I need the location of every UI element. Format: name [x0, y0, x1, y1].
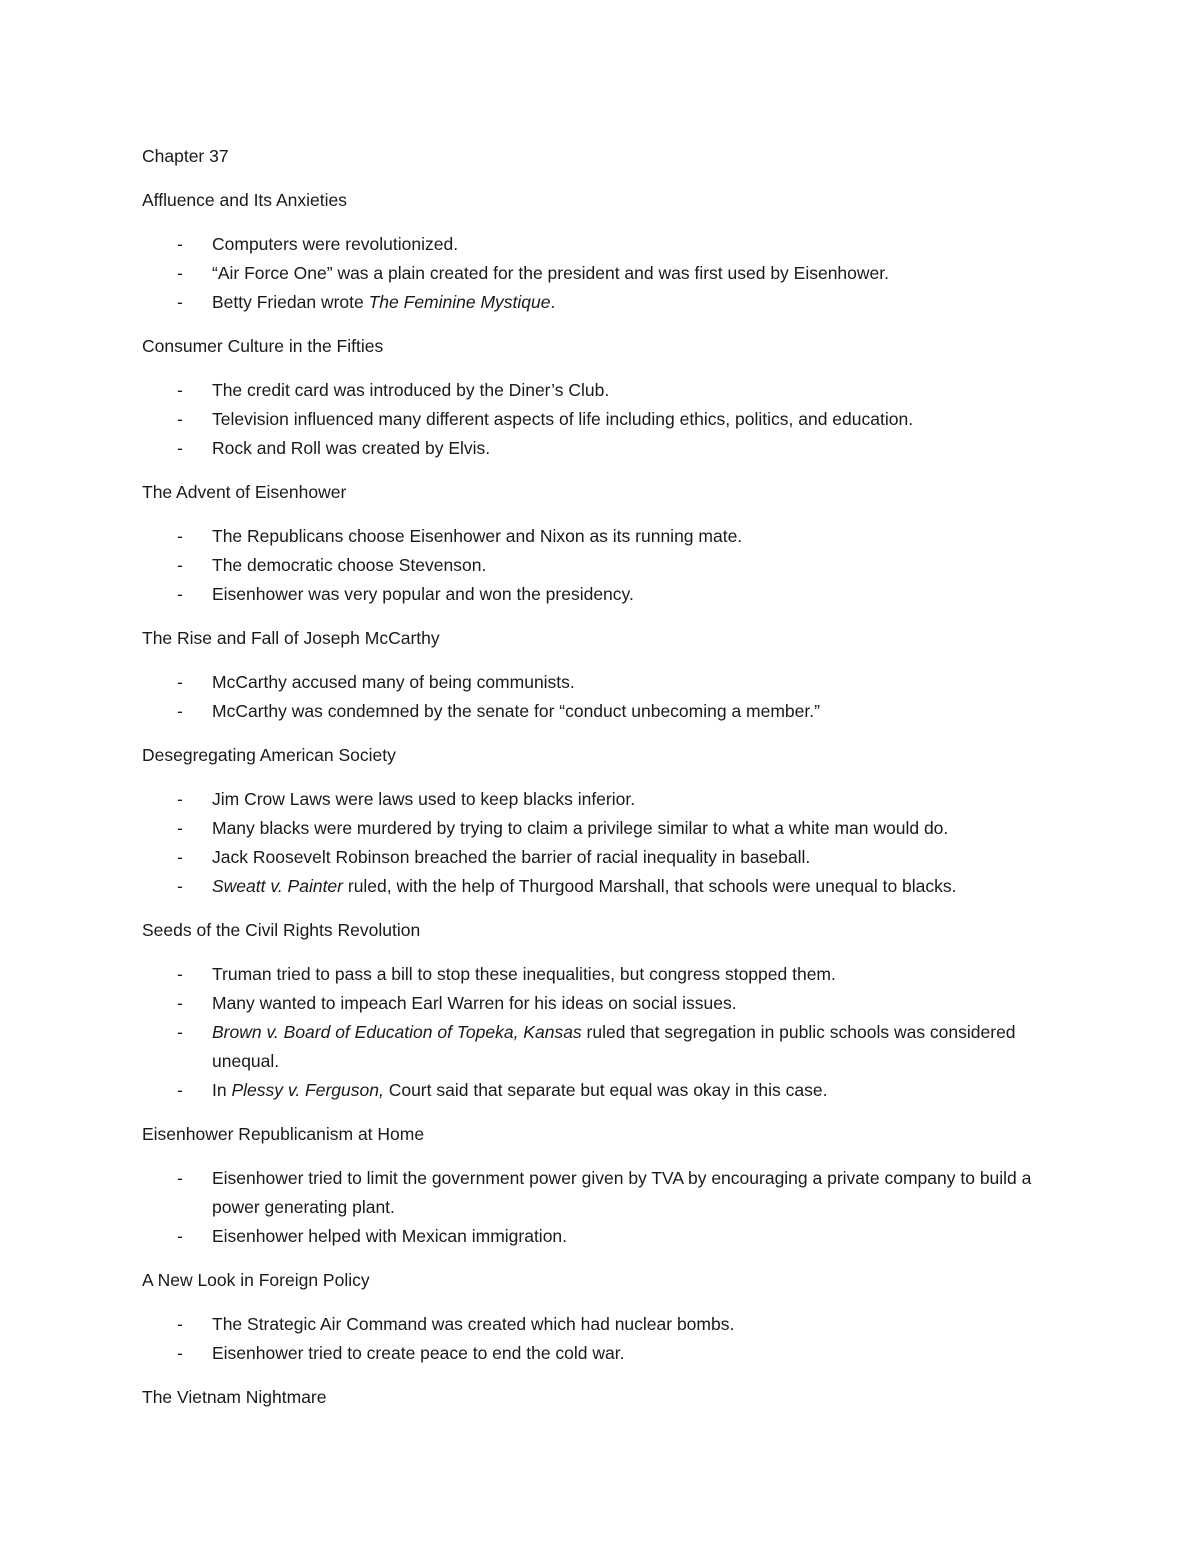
list-item [142, 960, 1072, 989]
list-item [142, 551, 1072, 580]
text-run: Betty Friedan wrote [212, 292, 369, 312]
italic-text: Plessy v. Ferguson, [231, 1080, 384, 1100]
section-heading: The Advent of Eisenhower [142, 482, 347, 502]
list-item [142, 668, 1072, 697]
list-item [142, 872, 1072, 901]
italic-text: Brown v. Board of Education of Topeka, Kansas [212, 1022, 582, 1042]
section-heading: The Vietnam Nightmare [142, 1387, 327, 1407]
text-run: The credit card was introduced by the Diner’s Club. [212, 380, 610, 400]
bullet-dash: - [177, 964, 183, 984]
bullet-dash: - [177, 672, 183, 692]
text-run: The democratic choose Stevenson. [212, 555, 487, 575]
bullet-dash: - [177, 789, 183, 809]
bullet-list [142, 376, 1072, 463]
list-item [142, 259, 1072, 288]
text-run: Many wanted to impeach Earl Warren for his ideas on social issues. [212, 993, 737, 1013]
bullet-list [142, 668, 1072, 726]
list-item [142, 580, 1072, 609]
list-item [142, 522, 1072, 551]
section-heading: Consumer Culture in the Fifties [142, 336, 384, 356]
text-run: Television influenced many different aspects of life including ethics, politics, and education. [212, 409, 914, 429]
list-item [142, 1310, 1072, 1339]
text-run: ruled, with the help of Thurgood Marshall, that schools were unequal to blacks. [343, 876, 957, 896]
list-item [142, 376, 1072, 405]
section-heading: Eisenhower Republicanism at Home [142, 1124, 425, 1144]
text-run: Jack Roosevelt Robinson breached the barrier of racial inequality in baseball. [212, 847, 811, 867]
bullet-list [142, 522, 1072, 609]
text-run: . [550, 292, 556, 312]
list-item [142, 989, 1072, 1018]
bullet-list [142, 230, 1072, 317]
list-item [142, 843, 1072, 872]
list-item [142, 405, 1072, 434]
bullet-dash: - [177, 555, 183, 575]
bullet-dash: - [177, 526, 183, 546]
list-item [142, 697, 1072, 726]
list-item [142, 288, 1072, 317]
bullet-dash: - [177, 818, 183, 838]
sections-container [142, 186, 1072, 1412]
bullet-list [142, 1164, 1072, 1251]
bullet-dash: - [177, 847, 183, 867]
bullet-list [142, 785, 1072, 901]
bullet-dash: - [177, 1022, 183, 1042]
text-run: The Strategic Air Command was created which had nuclear bombs. [212, 1314, 735, 1334]
bullet-dash: - [177, 1168, 183, 1188]
text-run: In [212, 1080, 232, 1100]
text-run: Many blacks were murdered by trying to claim a privilege similar to what a white man would do. [212, 818, 949, 838]
text-run: “Air Force One” was a plain created for the president and was first used by Eisenhower. [212, 263, 889, 283]
list-item [142, 1222, 1072, 1251]
section-heading: Affluence and Its Anxieties [142, 190, 347, 210]
bullet-dash: - [177, 584, 183, 604]
bullet-dash: - [177, 1080, 183, 1100]
document-page [142, 142, 1072, 1427]
bullet-dash: - [177, 234, 183, 254]
bullet-dash: - [177, 438, 183, 458]
section-heading: Seeds of the Civil Rights Revolution [142, 920, 421, 940]
text-run: Jim Crow Laws were laws used to keep blacks inferior. [212, 789, 636, 809]
bullet-list [142, 960, 1072, 1105]
list-item [142, 1018, 1072, 1076]
bullet-dash: - [177, 876, 183, 896]
chapter-title: Chapter 37 [142, 146, 229, 166]
section-heading: A New Look in Foreign Policy [142, 1270, 370, 1290]
italic-text: The Feminine Mystique [368, 292, 551, 312]
bullet-dash: - [177, 409, 183, 429]
section-heading: The Rise and Fall of Joseph McCarthy [142, 628, 440, 648]
text-run: Eisenhower tried to limit the government power given by TVA by encouraging a private company to build a power generating plant. [212, 1168, 1032, 1217]
list-item [142, 1339, 1072, 1368]
italic-text: Sweatt v. Painter [212, 876, 343, 896]
text-run: The Republicans choose Eisenhower and Nixon as its running mate. [212, 526, 743, 546]
bullet-dash: - [177, 1226, 183, 1246]
text-run: Rock and Roll was created by Elvis. [212, 438, 491, 458]
text-run: McCarthy accused many of being communists. [212, 672, 575, 692]
list-item [142, 230, 1072, 259]
text-run: Eisenhower tried to create peace to end the cold war. [212, 1343, 625, 1363]
list-item [142, 434, 1072, 463]
list-item [142, 1076, 1072, 1105]
list-item [142, 1164, 1072, 1222]
bullet-dash: - [177, 1314, 183, 1334]
text-run: Court said that separate but equal was okay in this case. [383, 1080, 828, 1100]
bullet-dash: - [177, 380, 183, 400]
bullet-dash: - [177, 701, 183, 721]
bullet-dash: - [177, 263, 183, 283]
text-run: ruled that segregation in public schools was considered unequal. [212, 1022, 1016, 1071]
bullet-list [142, 1310, 1072, 1368]
bullet-dash: - [177, 993, 183, 1013]
text-run: McCarthy was condemned by the senate for “conduct unbecoming a member.” [212, 701, 820, 721]
text-run: Truman tried to pass a bill to stop these inequalities, but congress stopped them. [212, 964, 836, 984]
text-run: Computers were revolutionized. [212, 234, 459, 254]
text-run: Eisenhower helped with Mexican immigration. [212, 1226, 568, 1246]
bullet-dash: - [177, 292, 183, 312]
text-run: Eisenhower was very popular and won the presidency. [212, 584, 634, 604]
list-item [142, 785, 1072, 814]
list-item [142, 814, 1072, 843]
section-heading: Desegregating American Society [142, 745, 396, 765]
bullet-dash: - [177, 1343, 183, 1363]
